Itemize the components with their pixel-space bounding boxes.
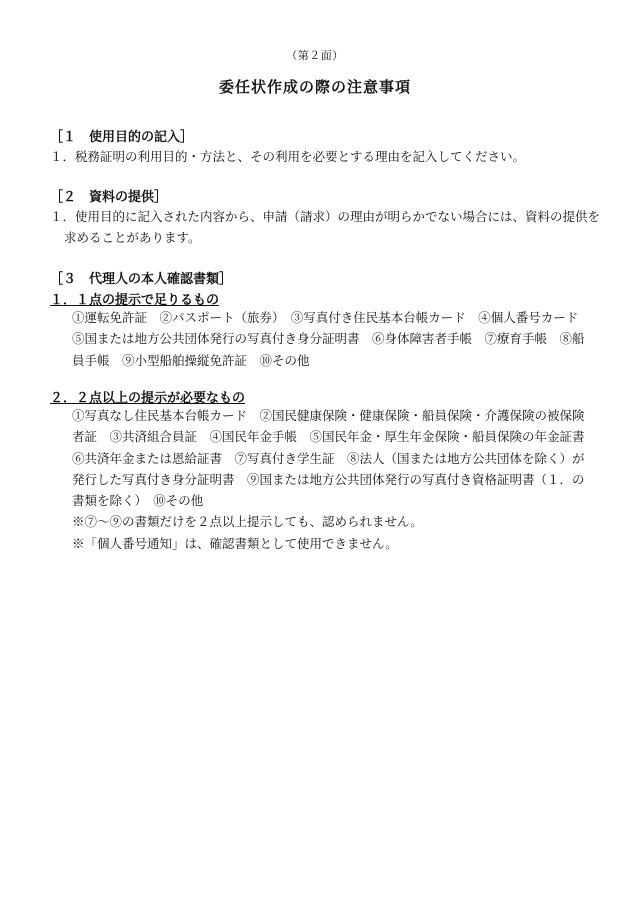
- note-personal-number-notice: ※「個人番号通知」は、確認書類として使用できません。: [72, 535, 398, 551]
- page-title: 委任状作成の際の注意事項: [218, 78, 411, 96]
- section-materials-item: １．使用目的に記入された内容から、申請（請求）の理由が明らかでない場合には、資料の提供を求めることがあります。: [50, 209, 601, 245]
- single-document-list: ①運転免許証 ②パスポート（旅券） ③写真付き住民基本台帳カード ④個人番号カード ⑤国または地方公共団体発行の写真付き身分証明書 ⑥身体障害者手帳 ⑦療育手帳 ⑧船員手帳 ⑨小型船舶操縦免許証 ⑩その他: [72, 310, 591, 368]
- section-heading-id-documents: ［３ 代理人の本人確認書類］: [50, 272, 233, 287]
- subsection-heading-single-document: １．１点の提示で足りるもの: [50, 293, 220, 308]
- multiple-documents-text: ①写真なし住民基本台帳カード ②国民健康保険・健康保険・船員保険・介護保険の被保険者証 ③共済組合員証 ④国民年金手帳 ⑤国民年金・厚生年金保険・船員保険の年金証書 ⑥共済年金または恩給証書 ⑦写真付き学生証 ⑧法人（国または地方公共団体を除く）が発行した写真付き身分証明書 ⑨国または地方公共団体発行の写真付き資格証明書（１．の書類を除く） ⑩その他: [72, 408, 598, 509]
- note-combination-not-accepted: ※⑦～⑨の書類だけを２点以上提示しても、認められません。: [72, 514, 423, 530]
- section-heading-usage-purpose: ［１ 使用目的の記入］: [50, 130, 194, 145]
- section-usage-purpose-item: １．税務証明の利用目的・方法と、その利用を必要とする理由を記入してください。: [50, 149, 526, 164]
- subsection-heading-multiple-documents: ２．２点以上の提示が必要なもの: [50, 391, 246, 406]
- multiple-documents-list: [72, 405, 598, 554]
- page-number: （第２面）: [286, 49, 344, 62]
- section-heading-materials: ［２ 資料の提供］: [50, 190, 168, 205]
